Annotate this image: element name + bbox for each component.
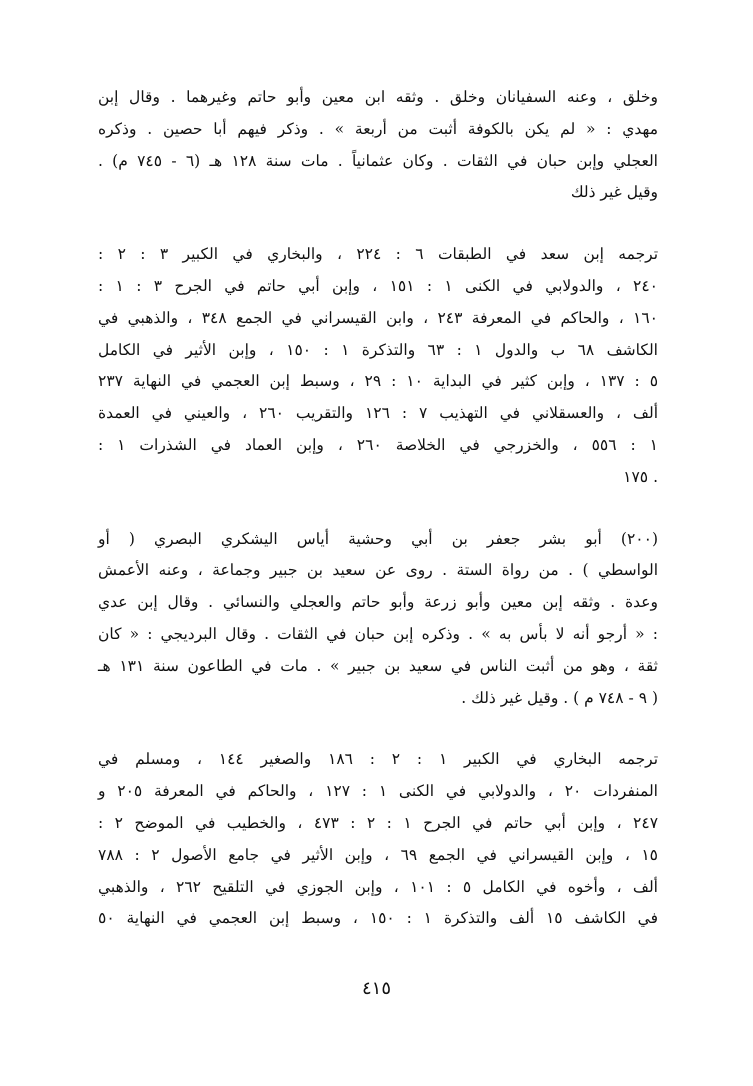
page-body (98, 82, 658, 935)
page-number: ٤١٥ (361, 978, 391, 999)
text-line: ١ : ٥٥٦ ، والخزرجي في الخلاصة ٢٦٠ ، وإبن العماد في الشذرات ١ : (98, 435, 658, 454)
text-line: ثقة ، وهو من أثبت الناس في سعيد بن جبير » . مات في الطاعون سنة ١٣١ هـ (98, 656, 658, 675)
text-line: وقيل غير ذلك (570, 183, 658, 202)
text-line: : « أرجو أنه لا بأس به » . وذكره إبن حبان في الثقات . وقال البرديجي : « كان (98, 624, 658, 643)
text-line: ١٦٠ ، والحاكم في المعرفة ٢٤٣ ، وابن القيسراني في الجمع ٣٤٨ ، والذهبي في (98, 308, 658, 327)
text-line: العجلي وإبن حبان في الثقات . وكان عثمانياً . مات سنة ١٢٨ هـ (٦ - ٧٤٥ م) . (98, 151, 658, 170)
paragraph-3 (98, 524, 658, 715)
text-line: ٢٤٠ ، والدولابي في الكنى ١ : ١٥١ ، وإبن أبي حاتم في الجرح ٣ : ١ : (98, 276, 659, 295)
text-line: وعدة . وثقه إبن معين وأبو زرعة وأبو حاتم والعجلي والنسائي . وقال إبن عدي (98, 593, 658, 612)
text-line: الواسطي ) . من رواة الستة . روى عن سعيد بن جبير وجماعة ، وعنه الأعمش (98, 561, 658, 580)
text-line: ترجمه إبن سعد في الطبقات ٦ : ٢٢٤ ، والبخاري في الكبير ٣ : ٢ : (98, 245, 659, 264)
text-line: ( ٩ - ٧٤٨ م ) . وقيل غير ذلك . (461, 688, 658, 707)
text-line: ترجمه البخاري في الكبير ١ : ٢ : ١٨٦ والصغير ١٤٤ ، ومسلم في (98, 750, 659, 769)
paragraph-4 (98, 744, 658, 935)
text-line: مهدي : « لم يكن بالكوفة أثبت من أربعة » . وذكر فيهم أبا حصين . وذكره (98, 119, 658, 138)
text-line: ٢٤٧ ، وإبن أبي حاتم في الجرح ١ : ٢ : ٤٧٣ ، والخطيب في الموضح ٢ : (98, 813, 659, 832)
text-line: ٥ : ١٣٧ ، وإبن كثير في البداية ١٠ : ٢٩ ، وسبط إبن العجمي في النهاية ٢٣٧ (98, 372, 659, 391)
paragraph-2 (98, 239, 658, 493)
text-line: . ١٧٥ (623, 467, 658, 486)
text-line: (٢٠٠) أبو بشر جعفر بن أبي وحشية أياس اليشكري البصري ( أو (98, 529, 658, 548)
text-line: المنفردات ٢٠ ، والدولابي في الكنى ١ : ١٢٧ ، والحاكم في المعرفة ٢٠٥ و (98, 782, 658, 801)
paragraph-1 (98, 82, 658, 209)
text-line: وخلق ، وعنه السفيانان وخلق . وثقه ابن معين وأبو حاتم وغيرهما . وقال إبن (98, 88, 658, 106)
text-line: الكاشف ٦٨ ب والدول ١ : ٦٣ والتذكرة ١ : ١٥٠ ، وإبن الأثير في الكامل (98, 340, 658, 359)
text-line: في الكاشف ١٥ ألف والتذكرة ١ : ١٥٠ ، وسبط إبن العجمي في النهاية ٥٠ (98, 909, 658, 928)
text-line: ١٥ ، وإبن القيسراني في الجمع ٦٩ ، وإبن الأثير في جامع الأصول ٢ : ٧٨٨ (98, 845, 658, 864)
text-line: ألف ، والعسقلاني في التهذيب ٧ : ١٢٦ والتقريب ٢٦٠ ، والعيني في العمدة (98, 404, 659, 423)
text-line: ألف ، وأخوه في الكامل ٥ : ١٠١ ، وإبن الجوزي في التلقيح ٢٦٢ ، والذهبي (98, 877, 658, 896)
